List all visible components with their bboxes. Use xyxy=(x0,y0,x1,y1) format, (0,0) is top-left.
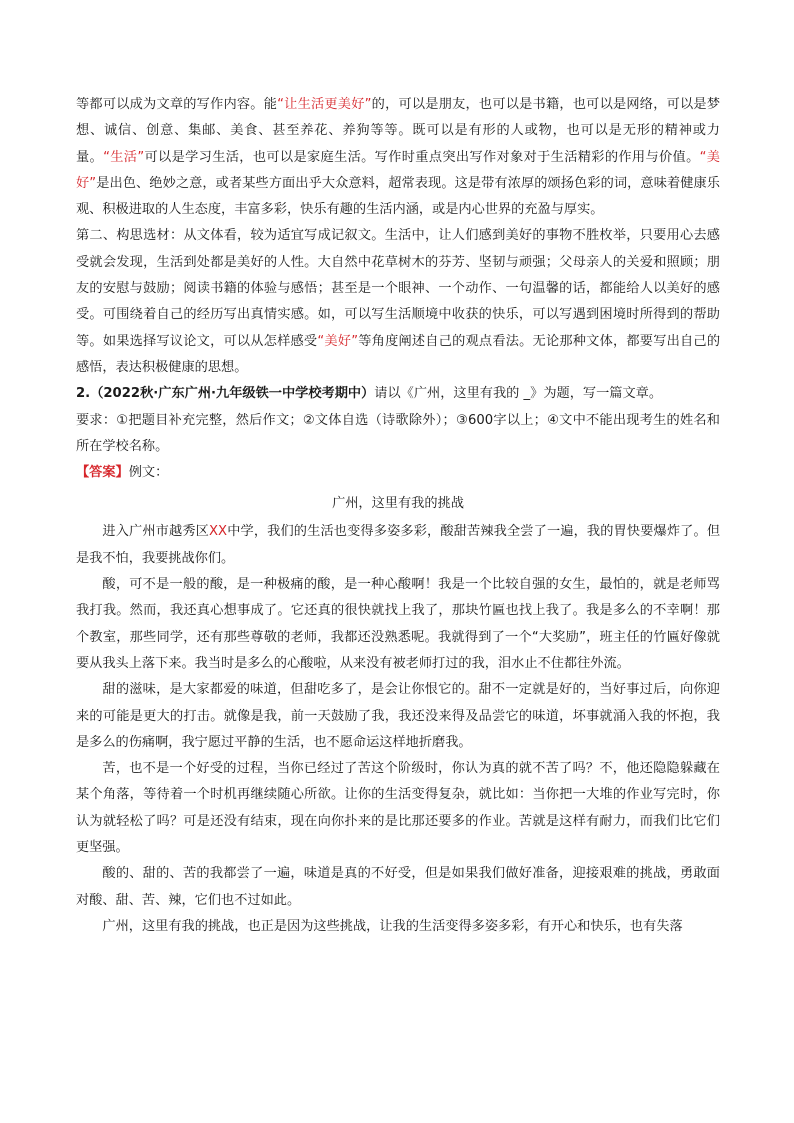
question-requirements: 要求：①把题目补充完整，然后作文；②文体自选（诗歌除外）；③600字以上；④文中不能出现考生的姓名和所在学校名称。 xyxy=(76,412,720,454)
text-segment: 等角度阐述自己的观点看法。无论那种文体，都要写出自己的感悟，表达积极健康的思想。 xyxy=(76,333,721,375)
essay-title: 广州，这里有我的挑战 xyxy=(332,496,464,512)
question-number: 2. xyxy=(76,386,91,402)
document-body xyxy=(76,92,720,940)
text-segment: 的，可以是朋友，也可以是书籍，也可以是网络，可以是梦想、诚信、创意、集邮、美食、甚至养花、养狗等等。既可以是有形的人或物，也可以是无形的精神或力量。 xyxy=(76,97,721,165)
answer-heading xyxy=(76,460,720,486)
essay-paragraph-6: 广州，这里有我的挑战，也正是因为这些挑战，让我的生活变得多姿多彩，有开心和快乐，也有失落 xyxy=(102,918,683,934)
question-source: （2022秋·广东广州·九年级铁一中学校考期中） xyxy=(90,386,375,402)
essay-paragraph-4: 苦，也不是一个好受的过程，当你已经过了苦这个阶级时，你认为真的就不苦了吗？不，他还隐隐躲藏在某个角落，等待着一个时机再继续随心所欲。让你的生活变得复杂，就比如：当你把一大堆的作业写完时，你认为就轻松了吗？可是还没有结束，现在向你扑来的是比那还要多的作业。苦就是这样有耐力，而我们比它们更坚强。 xyxy=(76,761,720,856)
essay-paragraph-2: 酸，可不是一般的酸，是一种极痛的酸，是一种心酸啊！我是一个比较自强的女生，最怕的，就是老师骂我打我。然而，我还真心想事成了。它还真的很快就找上我了，那块竹匾也找上我了。我是多么的不幸啊！那个教室，那些同学，还有那些尊敬的老师，我都还没熟悉呢。我就得到了一个“大奖励”，班主任的竹匾好像就要从我头上落下来。我当时是多么的心酸啦，从来没有被老师打过的我，泪水止不住都往外流。 xyxy=(76,577,720,671)
answer-label: 例文： xyxy=(128,465,169,481)
essay-paragraph-1 xyxy=(76,519,720,572)
placeholder-xx: XX xyxy=(208,524,228,540)
highlight-phrase: “美好” xyxy=(317,333,359,349)
text-segment: 是出色、绝妙之意，或者某些方面出乎大众意料，超常表现。这是带有浓厚的颂扬色彩的词，意味着健康乐观、积极进取的人生态度，丰富多彩，快乐有趣的生活内涵，或是内心世界的充盈与厚实。 xyxy=(76,175,720,218)
intro-paragraph-2 xyxy=(76,223,720,381)
text-segment: 进入广州市越秀区 xyxy=(102,524,209,540)
question-prompt: 请以《广州，这里有我的 _》为题，写一篇文章。 xyxy=(374,386,663,402)
essay-paragraph-5: 酸的、甜的、苦的我都尝了一遍，味道是真的不好受，但是如果我们做好准备，迎接艰难的挑战，勇敢面对酸、甜、苦、辣，它们也不过如此。 xyxy=(76,866,720,908)
highlight-phrase: “美好” xyxy=(76,149,720,191)
highlight-phrase: “让生活更美好” xyxy=(277,97,372,112)
highlight-phrase: “生活” xyxy=(103,149,145,165)
text-segment: 中学，我们的生活也变得多姿多彩，酸甜苦辣我全尝了一遍，我的胃快要爆炸了。但是我不怕，我要挑战你们。 xyxy=(76,524,721,566)
question-heading xyxy=(76,381,720,407)
text-segment: 可以是学习生活，也可以是家庭生活。写作时重点突出写作对象对于生活精彩的作用与价值。 xyxy=(144,149,700,165)
answer-tag: 【答案】 xyxy=(76,465,129,481)
intro-paragraph-1 xyxy=(76,92,720,223)
text-segment: 等都可以成为文章的写作内容。能 xyxy=(76,97,278,112)
essay-paragraph-3: 甜的滋味，是大家都爱的味道，但甜吃多了，是会让你恨它的。甜不一定就是好的，当好事过后，向你迎来的可能是更大的打击。就像是我，前一天鼓励了我，我还没来得及品尝它的味道，坏事就涌入我的怀抱，我是多么的伤痛啊，我宁愿过平静的生活，也不愿命运这样地折磨我。 xyxy=(76,682,720,750)
text-segment: 第二、构思选材：从文体看，较为适宜写成记叙文。生活中，让人们感到美好的事物不胜枚举，只要用心去感受就会发现，生活到处都是美好的人性。大自然中花草树木的芬芳、坚韧与顽强；父母亲人的关爱和照顾；朋友的安慰与鼓励；阅读书籍的体验与感悟；甚至是一个眼神、一个动作、一句温馨的话，都能给人以美好的感受。可围绕着自己的经历写出真情实感。如，可以写生活顺境中收获的快乐，可以写遇到困境时所得到的帮助等。如果选择写议论文，可以从怎样感受 xyxy=(76,228,720,349)
